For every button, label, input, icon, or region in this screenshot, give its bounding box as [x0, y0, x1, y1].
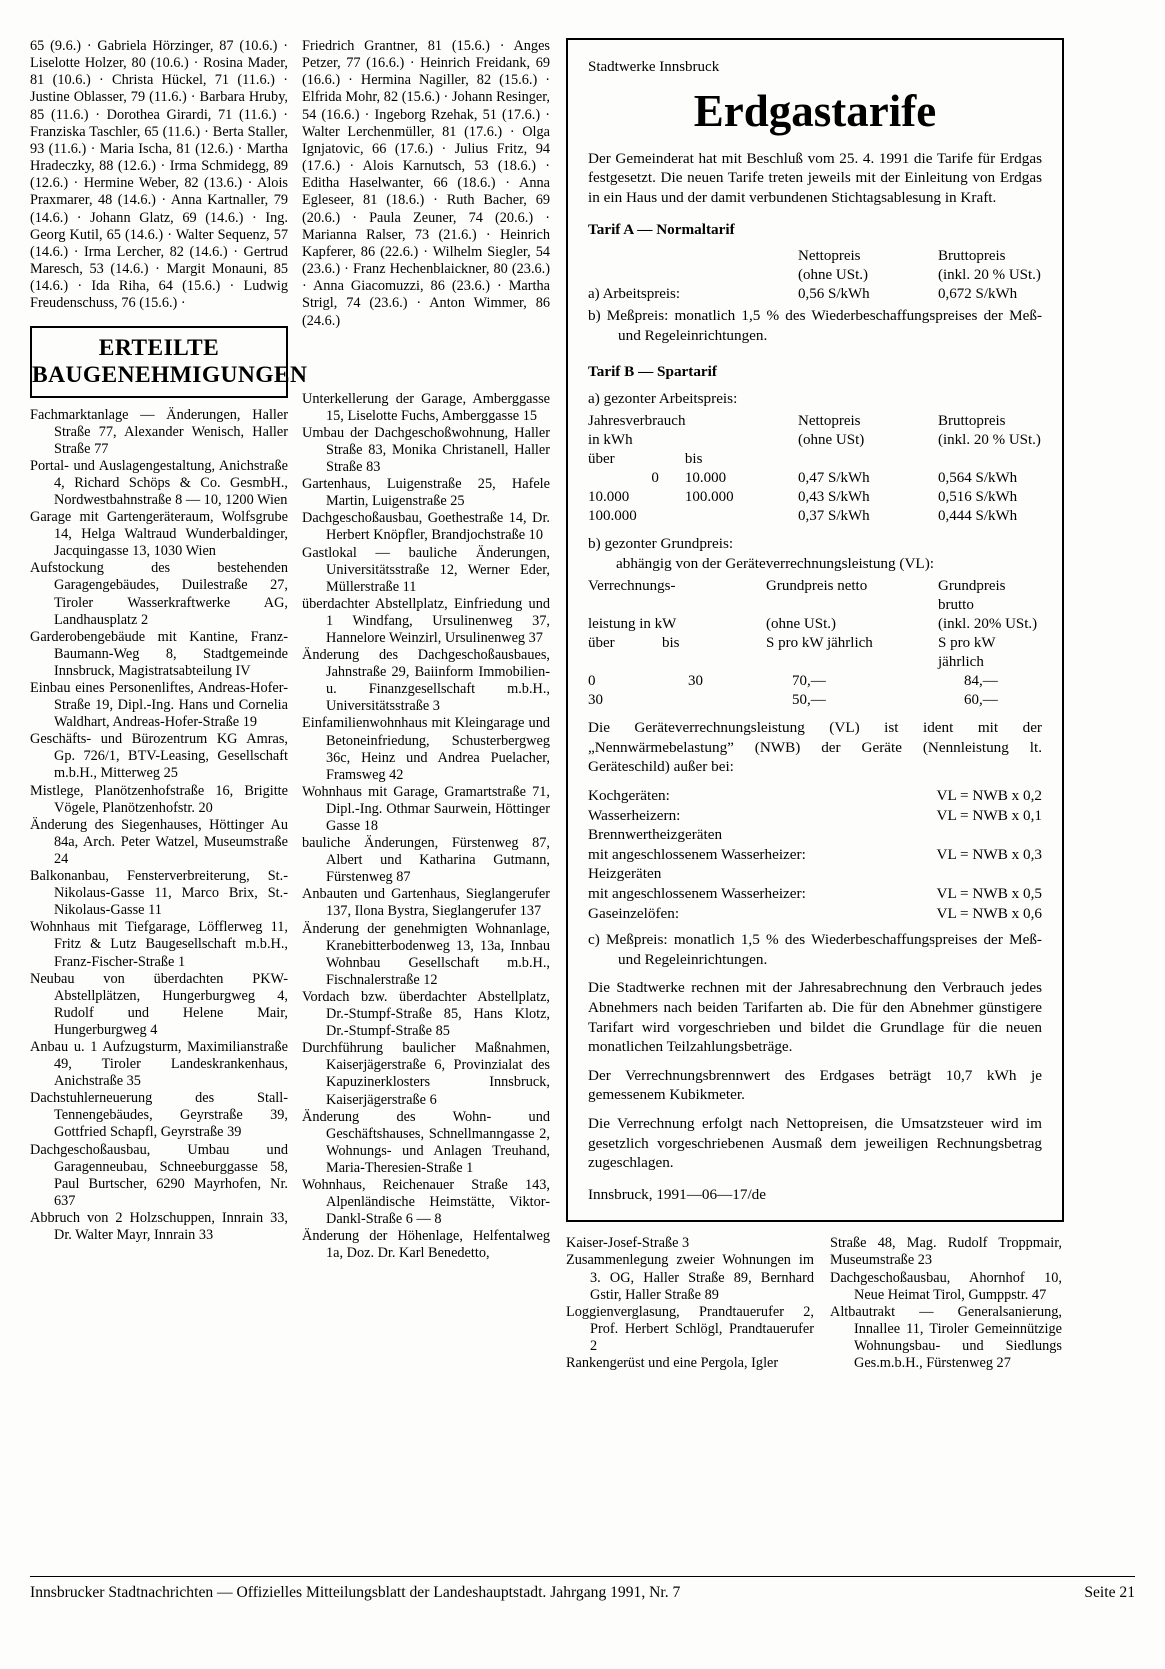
tarif-b-heading: Tarif B — Spartarif	[588, 363, 717, 381]
vl-item	[588, 904, 1042, 924]
grund-sub-brutto: S pro kW jährlich	[938, 635, 996, 671]
tarif-b-head-brutto-sub: (inkl. 20 % USt.)	[938, 432, 1041, 449]
permit-entry: Einbau eines Personenliftes, Andreas-Hofer-Straße 19, Dipl.-Ing. Hans und Cornelia Waldhart, Andreas-Hofer-Straße 19	[30, 680, 288, 731]
permit-entry: Gastlokal — bauliche Änderungen, Universitätsstraße 12, Werner Eder, Müllerstraße 11	[302, 544, 550, 595]
permit-entry: Änderung der genehmigten Wohnanlage, Kranebitterbodenweg 13, 13a, Innbau Wohnbau Gesellschaft m.b.H., Fischnalerstraße 12	[302, 920, 550, 988]
tarif-b-row-netto: 0,37 S/kWh	[798, 508, 870, 525]
article-para-1: Die Stadtwerke rechnen mit der Jahresabrechnung den Verbrauch jedes Abnehmers nach beiden Tarifarten ab. Die für den Abnehmer günstigere Tarifart wird vorgeschrieben und bildet die Grundlage für die neuen monatlichen Teilzahlungsbeträge.	[588, 979, 1042, 1056]
tarif-b-row-netto: 0,47 S/kWh	[798, 470, 870, 487]
permit-entry: Rankengerüst und eine Pergola, Igler	[566, 1354, 779, 1371]
vl-item	[588, 786, 1042, 806]
permit-entry: Vordach bzw. überdachter Abstellplatz, Dr.-Stumpf-Straße 85, Hans Klotz, Dr.-Stumpf-Straße 85	[302, 988, 550, 1040]
grund-row-netto: 70,—	[792, 673, 826, 690]
permit-entry: Dachgeschoßausbau, Goethestraße 14, Dr. Herbert Knöpfler, Brandjochstraße 10	[302, 510, 550, 544]
tarif-a-row-brutto: 0,672 S/kWh	[938, 286, 1018, 303]
permit-entry: Gartenhaus, Luigenstraße 25, Hafele Martin, Luigenstraße 25	[302, 476, 550, 510]
permits-column-4	[830, 1235, 1062, 1372]
grund-row-bis	[662, 691, 766, 710]
vl-item-label: Kochgeräten:	[588, 787, 670, 805]
permit-entry: Anbau u. 1 Aufzugsturm, Maximilianstraße 49, Tiroler Landeskrankenhaus, Anichstraße 35	[30, 1038, 288, 1090]
vl-intro: Die Geräteverrechnungsleistung (VL) ist ident mit der „Nennwärmebelastung” (NWB) der Geräte (Nennleistung lt. Geräteschild) außer bei:	[588, 719, 1042, 776]
vl-item-label-line2: mit angeschlossenem Wasserheizer:	[588, 885, 806, 902]
tarif-b-row-brutto: 0,516 S/kWh	[938, 489, 1018, 506]
permit-entry: Fachmarktanlage — Änderungen, Haller Straße 77, Alexander Wenisch, Haller Straße 77	[30, 406, 288, 457]
permit-entry: bauliche Änderungen, Fürstenweg 87, Albert und Katharina Gutmann, Fürstenweg 87	[302, 835, 550, 886]
vl-item	[588, 864, 1042, 903]
tarif-b-row-netto: 0,43 S/kWh	[798, 489, 870, 506]
tarif-b-row-bis	[685, 507, 798, 526]
vl-item-value: VL = NWB x 0,1	[936, 806, 1042, 824]
section-heading-box	[30, 326, 308, 398]
permit-entry: Änderung des Wohn- und Geschäftshauses, Schnellmanngasse 2, Wohnungs- und Anlagen Treuhand, Maria-Theresien-Straße 1	[302, 1108, 550, 1176]
gas-tariff-article	[566, 38, 1064, 1222]
vl-item-label: Wasserheizern:	[588, 806, 681, 824]
grund-row-ueber: 30	[588, 692, 603, 709]
permit-entry: Dachstuhlerneuerung des Stall-Tennengebäudes, Geyrstraße 39, Gottfried Schapfl, Geyrstraße 39	[30, 1090, 288, 1141]
tarif-b-b-label: b) gezonter Grundpreis:	[588, 535, 734, 553]
permits-bottom-columns	[566, 1235, 1064, 1372]
permit-entry: überdachter Abstellplatz, Einfriedung und 1 Windfang, Ursulinenweg 37, Hannelore Weinzirl, Ursulinenweg 37	[302, 595, 550, 646]
grund-head-brutto: Grundpreis brutto	[938, 578, 1006, 614]
permit-entry: Anbauten und Gartenhaus, Sieglangerufer 137, Ilona Bystra, Sieglangerufer 137	[302, 886, 550, 920]
vl-item-value: VL = NWB x 0,6	[936, 904, 1042, 922]
vl-item-value: VL = NWB x 0,3	[936, 845, 1042, 863]
vl-item-value: VL = NWB x 0,2	[936, 787, 1042, 805]
birthday-names-middle: Friedrich Grantner, 81 (15.6.) · Anges Petzer, 77 (16.6.) · Heinrich Freidank, 69 (16.6.) · Hermina Nagiller, 82 (15.6.) · Elfrida Mohr, 82 (15.6.) · Johann Resinger, 54 (16.6.) · Ingeborg Rzehak, 51 (17.6.) · Walter Lerchenmüller, 81 (17.6.) · Olga Ignjatovic, 66 (17.6.) · Julius Fritz, 94 (17.6.) · Alois Karnutsch, 53 (18.6.) · Editha Haselwanter, 66 (18.6.) · Anna Egleseer, 81 (18.6.) · Ruth Bacher, 69 (20.6.) · Paula Zeuner, 74 (20.6.) · Marianna Ralser, 73 (21.6.) · Heinrich Kapferer, 86 (22.6.) · Wilhelm Siegler, 54 (23.6.) · Franz Hechenblaickner, 80 (23.6.) · Anna Giacomuzzi, 86 (23.6.) · Martha Strigl, 74 (23.6.) · Anton Wimmer, 86 (24.6.)	[302, 38, 550, 329]
page-content	[30, 38, 1135, 1372]
permit-entry: Dachgeschoßausbau, Ahornhof 10, Neue Heimat Tirol, Gumppstr. 47	[830, 1269, 1062, 1303]
tarif-a-row-label: a) Arbeitspreis:	[588, 286, 681, 303]
vl-item	[588, 825, 1042, 864]
tarif-a-table	[588, 247, 1042, 304]
permit-entry: Altbautrakt — Generalsanierung, Innallee 11, Tiroler Gemeinnützige Wohnungsbau- und Siedlungs Ges.m.b.H., Fürstenweg 27	[830, 1303, 1062, 1371]
grund-sub-netto: S pro kW jährlich	[766, 635, 873, 652]
tarif-a-messpreis: b) Meßpreis: monatlich 1,5 % des Wiederbeschaffungspreises der Meß- und Regeleinrichtungen.	[588, 307, 1042, 344]
permit-entry: Durchführung baulicher Maßnahmen, Kaiserjägerstraße 6, Provinzialat des Kapuzinerklosters Innsbruck, Kaiserjägerstraße 6	[302, 1040, 550, 1108]
grund-row-ueber: 0	[588, 673, 596, 690]
page-footer	[30, 1584, 1135, 1602]
footer-publication: Innsbrucker Stadtnachrichten — Offizielles Mitteilungsblatt der Landeshauptstadt. Jahrgang 1991, Nr. 7	[30, 1584, 681, 1601]
tarif-a-netto-head: Nettopreis	[798, 248, 861, 265]
tarif-a-brutto-subhead: (inkl. 20 % USt.)	[938, 267, 1041, 284]
grund-head-verrechnungs: Verrechnungs-	[588, 578, 676, 595]
footer-divider	[30, 1576, 1135, 1577]
permit-entry: Änderung des Dachgeschoßausbaues, Jahnstraße 29, Baiinform Immobilien- u. Finanzgesellschaft m.b.H., Universitätsstraße 3	[302, 647, 550, 715]
tarif-b-table	[588, 412, 1042, 526]
grund-head-leistung: leistung in kW	[588, 616, 677, 633]
grund-head-brutto-sub: (inkl. 20% USt.)	[938, 616, 1038, 633]
column-middle	[302, 38, 550, 1262]
tarif-b-row-bis: 10.000	[684, 470, 727, 487]
permit-entry: Wohnhaus mit Tiefgarage, Löfflerweg 11, Fritz & Lutz Baugesellschaft m.b.H., Franz-Fischer-Straße 1	[30, 919, 288, 970]
permit-entry: Wohnhaus, Reichenauer Straße 143, Alpenländische Heimstätte, Viktor-Dankl-Straße 6 — 8	[302, 1176, 550, 1228]
grundpreis-table	[588, 577, 1042, 710]
article-signature: Innsbruck, 1991—06—17/de	[588, 1185, 767, 1203]
permit-entry: Wohnhaus mit Garage, Gramartstraße 71, Dipl.-Ing. Othmar Saurwein, Höttinger Gasse 18	[302, 783, 550, 834]
permit-entry: Loggienverglasung, Prandtauerufer 2, Prof. Herbert Schlögl, Prandtauerufer 2	[566, 1303, 814, 1354]
tarif-b-head-inkwh: in kWh	[588, 432, 633, 449]
top-columns	[30, 38, 1135, 1372]
vl-item-label-line1: Heizgeräten	[588, 865, 662, 883]
birthday-names-left: 65 (9.6.) · Gabriela Hörzinger, 87 (10.6.) · Liselotte Holzer, 80 (10.6.) · Rosina Mader, 81 (10.6.) · Christa Hückel, 71 (11.6.) · Justine Oblasser, 79 (11.6.) · Barbara Hruby, 85 (11.6.) · Dorothea Girardi, 71 (11.6.) · Franziska Taschler, 65 (11.6.) · Berta Staller, 93 (11.6.) · Maria Ischa, 81 (12.6.) · Martha Hradeczky, 88 (12.6.) · Irma Schmidegg, 89 (12.6.) · Hermine Weber, 82 (13.6.) · Alois Praxmarer, 48 (14.6.) · Anna Kartnaller, 79 (14.6.) · Johann Glatz, 69 (14.6.) · Ing. Georg Kutil, 65 (14.6.) · Walter Sequenz, 57 (14.6.) · Irma Lercher, 82 (14.6.) · Gertrud Maresch, 53 (14.6.) · Margit Monauni, 85 (14.6.) · Ida Riha, 64 (15.6.) · Ludwig Freudenschuss, 76 (15.6.) ·	[30, 38, 288, 312]
article-title: Erdgastarife	[693, 86, 937, 136]
permit-entry: Einfamilienwohnhaus mit Kleingarage und Betoneinfriedung, Schusterbergweg 36c, Heinz und Andrea Puelacher, Framsweg 42	[302, 715, 550, 783]
tarif-b-row-brutto: 0,564 S/kWh	[938, 470, 1018, 487]
permit-entry: Garderobengebäude mit Kantine, Franz-Baumann-Weg 8, Stadtgemeinde Innsbruck, Magistratsabteilung IV	[30, 628, 288, 679]
permit-entry: Neubau von überdachten PKW-Abstellplätzen, Hungerburgweg 4, Rudolf und Helene Mair, Hungerburgweg 4	[30, 970, 288, 1038]
article-para-3: Die Verrechnung erfolgt nach Nettopreisen, die Umsatzsteuer wird im gesetzlich vorgeschriebenen Ausmaß dem jeweiligen Rechnungsbetrag zugeschlagen.	[588, 1114, 1042, 1172]
grund-row-brutto: 60,—	[964, 692, 998, 709]
tarif-a-brutto-head: Bruttopreis	[938, 248, 1006, 265]
tarif-b-sub-ueber: über	[588, 451, 615, 468]
section-heading: ERTEILTE BAUGENEHMIGUNGEN	[32, 334, 308, 388]
article-para-2: Der Verrechnungsbrennwert des Erdgases beträgt 10,7 kWh je gemessenem Kubikmeter.	[588, 1066, 1042, 1104]
permit-entry: Abbruch von 2 Holzschuppen, Innrain 33, Dr. Walter Mayr, Innrain 33	[30, 1209, 288, 1243]
footer-page-number: Seite 21	[1084, 1584, 1135, 1601]
permit-entry: Straße 48, Mag. Rudolf Troppmair, Museumstraße 23	[830, 1235, 1062, 1269]
vl-item-label-line2: mit angeschlossenem Wasserheizer:	[588, 845, 806, 863]
tarif-b-row-ueber: 100.000	[588, 508, 637, 525]
permit-entry: Umbau der Dachgeschoßwohnung, Haller Straße 83, Monika Christanell, Haller Straße 83	[302, 424, 550, 476]
tarif-b-head-jahresverbrauch: Jahresverbrauch	[588, 413, 686, 430]
permit-entry: Änderung des Siegenhauses, Höttinger Au 84a, Arch. Peter Watzel, Museumstraße 24	[30, 816, 288, 867]
tarif-b-a-label: a) gezonter Arbeitspreis:	[588, 390, 738, 408]
grund-head-netto-sub: (ohne USt.)	[766, 616, 836, 633]
permit-entry: Änderung der Höhenlage, Helfentalweg 1a, Doz. Dr. Karl Benedetto,	[302, 1228, 550, 1262]
column-left	[30, 38, 308, 1244]
permit-entry: Zusammenlegung zweier Wohnungen im 3. OG, Haller Straße 89, Bernhard Gstir, Haller Straße 89	[566, 1252, 814, 1303]
grund-sub-ueber: über	[588, 635, 615, 652]
grund-row-brutto: 84,—	[964, 673, 998, 690]
column-right	[566, 38, 1064, 1372]
grund-sub-bis: bis	[662, 635, 680, 652]
vl-item-label-line1: Brennwertheizgeräten	[588, 826, 723, 844]
grund-head-netto: Grundpreis netto	[766, 578, 868, 595]
tarif-a-row-netto: 0,56 S/kWh	[798, 286, 870, 303]
tarif-b-b-sub: abhängig von der Geräteverrechnungsleistung (VL):	[616, 554, 934, 572]
tarif-b-sub-bis: bis	[684, 451, 703, 468]
grund-row-netto: 50,—	[792, 692, 826, 709]
tarif-b-head-netto: Nettopreis	[798, 413, 861, 430]
permit-entry: Aufstockung des bestehenden Garagengebäudes, Duilestraße 27, Tiroler Wasserkraftwerke AG, Landhausplatz 2	[30, 560, 288, 628]
permit-entry: Unterkellerung der Garage, Amberggasse 15, Liselotte Fuchs, Amberggasse 15	[302, 390, 550, 424]
tarif-b-row-brutto: 0,444 S/kWh	[938, 508, 1018, 525]
permit-entry: Geschäfts- und Bürozentrum KG Amras, Gp. 726/1, BTV-Leasing, Gesellschaft m.b.H., Mitterweg 25	[30, 731, 288, 782]
permit-entry: Balkonanbau, Fensterverbreiterung, St.-Nikolaus-Gasse 11, Marco Brix, St.-Nikolaus-Gasse 11	[30, 868, 288, 919]
permit-entry: Kaiser-Josef-Straße 3	[566, 1235, 690, 1252]
tarif-a-heading: Tarif A — Normaltarif	[588, 221, 735, 239]
permit-entry: Mistlege, Planötzenhofstraße 16, Brigitte Vögele, Planötzenhofstr. 20	[30, 782, 288, 816]
tarif-a-netto-subhead: (ohne USt.)	[798, 267, 868, 284]
article-lead: Der Gemeinderat hat mit Beschluß vom 25. 4. 1991 die Tarife für Erdgas festgesetzt. Die neuen Tarife treten jeweils mit der Einleitung von Erdgas in ein Haus und der damit verbundenen Stichtagsablesung in Kraft.	[588, 150, 1042, 206]
tarif-b-head-brutto: Bruttopreis	[938, 413, 1006, 430]
permits-column-3	[566, 1235, 814, 1372]
tarif-b-head-netto-sub: (ohne USt)	[798, 432, 865, 449]
article-publisher: Stadtwerke Innsbruck	[588, 59, 720, 75]
permit-entry: Garage mit Gartengeräteraum, Wolfsgrube 14, Helga Waltraud Wunderbaldinger, Jacquingasse 13, 1030 Wien	[30, 509, 288, 560]
tarif-b-row-bis: 100.000	[684, 489, 734, 506]
vl-item-label: Gaseinzelöfen:	[588, 904, 680, 922]
tarif-b-row-ueber: 10.000	[588, 489, 630, 506]
vl-item-value: VL = NWB x 0,5	[936, 885, 1042, 902]
vl-list	[588, 786, 1042, 923]
permit-entry: Portal- und Auslagengestaltung, Anichstraße 4, Richard Schöps & Co. GesmbH., Nordwestbahnstraße 8 — 10, 1200 Wien	[30, 457, 288, 508]
messpreis-c: c) Meßpreis: monatlich 1,5 % des Wiederbeschaffungspreises der Meß- und Regeleinrichtungen.	[588, 931, 1042, 968]
vl-item	[588, 806, 1042, 826]
permit-entry: Dachgeschoßausbau, Umbau und Garagenneubau, Schneeburggasse 58, Paul Burtscher, 6290 Mayrhofen, Nr. 637	[30, 1141, 288, 1209]
grund-row-bis: 30	[688, 673, 703, 690]
tarif-b-row-ueber: 0	[651, 470, 659, 487]
